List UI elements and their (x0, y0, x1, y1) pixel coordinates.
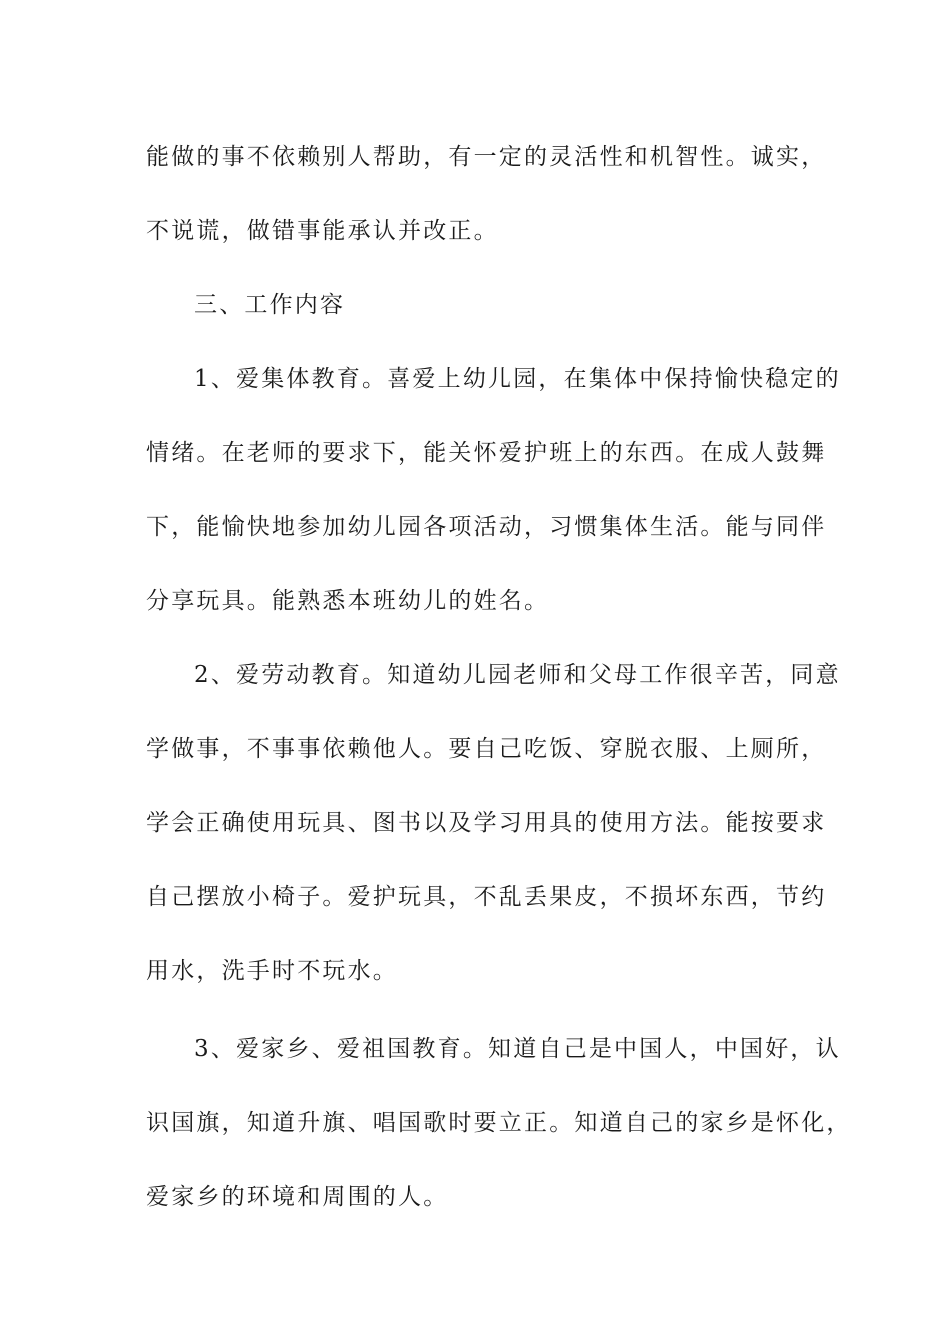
paragraph-line: 3、爱家乡、爱祖国教育。知道自己是中国人，中国好，认 (194, 1036, 841, 1062)
paragraph-line: 能做的事不依赖别人帮助，有一定的灵活性和机智性。诚实， (146, 144, 827, 170)
paragraph-line: 下，能愉快地参加幼儿园各项活动，习惯集体生活。能与同伴 (146, 514, 827, 540)
paragraph-line: 识国旗，知道升旗、唱国歌时要立正。知道自己的家乡是怀化， (146, 1110, 852, 1136)
paragraph-line: 学会正确使用玩具、图书以及学习用具的使用方法。能按要求 (146, 810, 827, 836)
paragraph-line: 2、爱劳动教育。知道幼儿园老师和父母工作很辛苦，同意 (194, 662, 841, 688)
paragraph-line: 自己摆放小椅子。爱护玩具，不乱丢果皮，不损坏东西，节约 (146, 884, 827, 910)
paragraph-line: 学做事，不事事依赖他人。要自己吃饭、穿脱衣服、上厕所， (146, 736, 827, 762)
paragraph-line: 分享玩具。能熟悉本班幼儿的姓名。 (146, 588, 550, 614)
paragraph-line: 爱家乡的环境和周围的人。 (146, 1184, 449, 1210)
paragraph-line: 不说谎，做错事能承认并改正。 (146, 218, 499, 244)
section-heading: 三、工作内容 (194, 292, 346, 318)
paragraph-line: 用水，洗手时不玩水。 (146, 958, 398, 984)
paragraph-line: 1、爱集体教育。喜爱上幼儿园，在集体中保持愉快稳定的 (194, 366, 841, 392)
paragraph-line: 情绪。在老师的要求下，能关怀爱护班上的东西。在成人鼓舞 (146, 440, 827, 466)
